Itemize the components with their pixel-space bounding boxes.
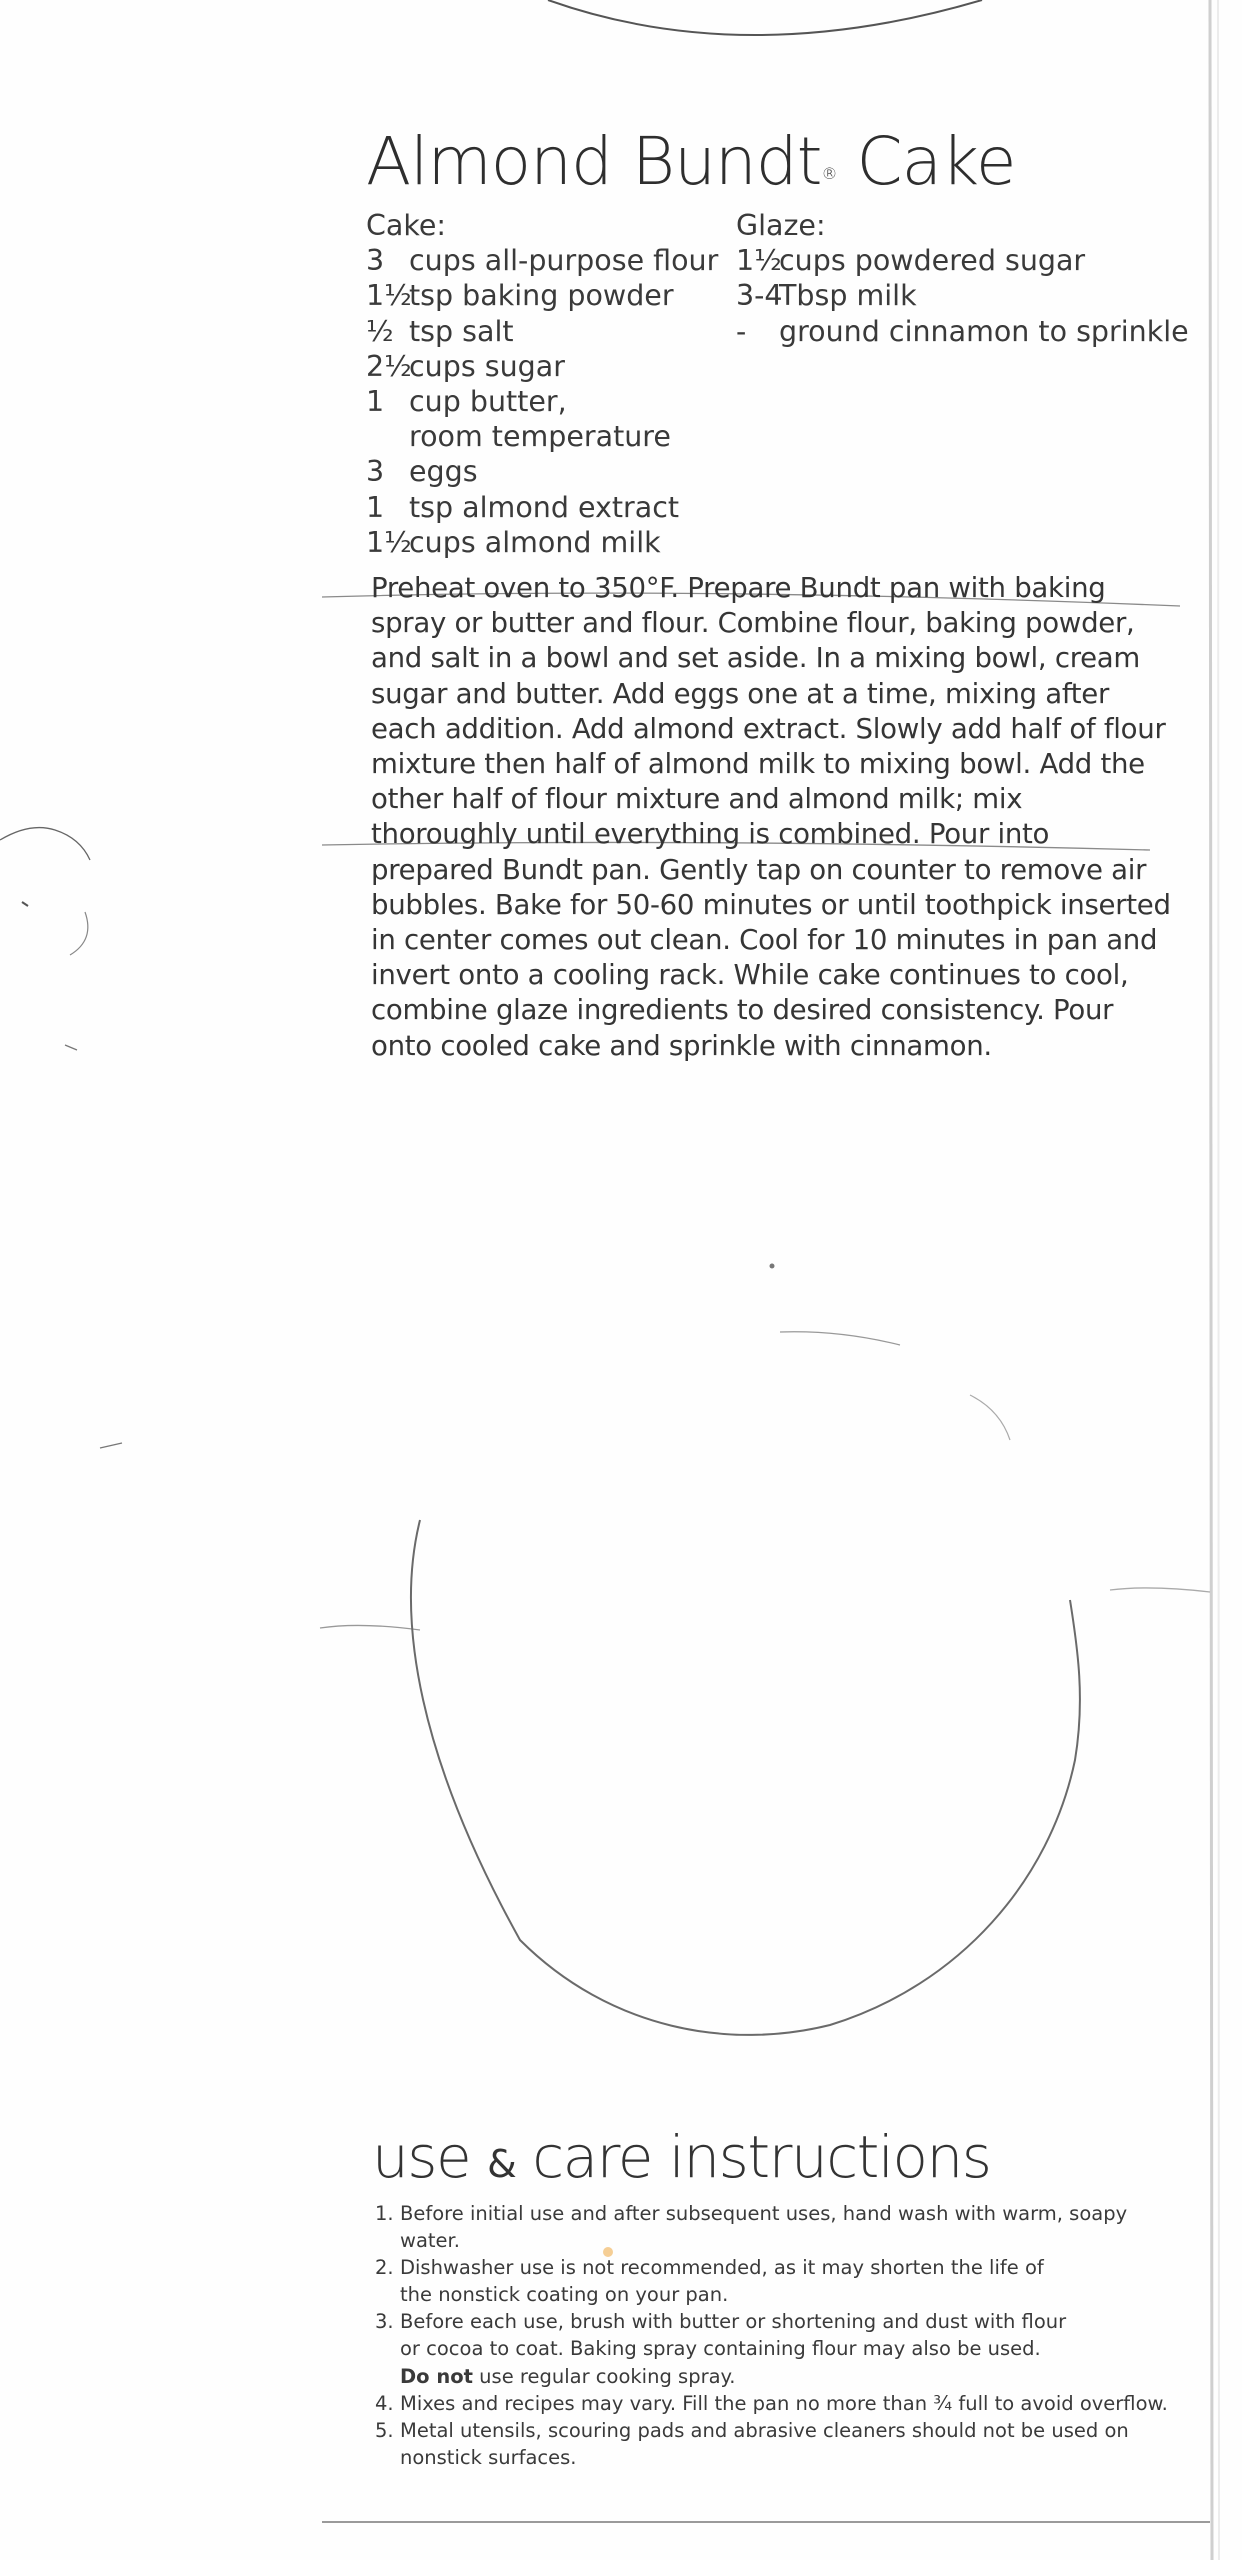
ingredient-name: eggs — [409, 455, 478, 489]
ingredient-name: room temperature — [409, 420, 671, 454]
ingredient-item — [736, 314, 1216, 349]
care-instructions-list — [375, 2200, 1175, 2471]
care-item — [375, 2390, 1175, 2417]
ingredient-quantity: 3 — [366, 455, 385, 489]
ingredient-quantity: 1½ — [366, 525, 412, 559]
ingredient-name: cups all-purpose flour — [409, 244, 719, 278]
care-item — [375, 2417, 1175, 2471]
glaze-heading: Glaze: — [736, 209, 826, 242]
ingredient-quantity: 3-4 — [736, 279, 783, 313]
care-item — [375, 2308, 1175, 2389]
hanger-hole-outline — [548, 0, 982, 35]
ingredient-name: cups almond milk — [409, 525, 661, 559]
care-item-text: Dishwasher use is not recommended, as it may shorten the life of the nonstick coating on your pan. — [400, 2256, 1044, 2307]
ingredient-item — [736, 278, 1216, 313]
glaze-ingredient-list — [736, 243, 1216, 349]
ingredient-quantity: 3 — [366, 244, 385, 278]
ingredient-quantity: ½ — [366, 314, 394, 348]
care-item-number: 3. — [375, 2310, 394, 2334]
ingredient-item — [366, 490, 736, 525]
ingredient-item — [736, 243, 1216, 278]
ingredient-name: cups powdered sugar — [779, 244, 1086, 278]
circle-cutout-outline — [411, 1520, 1080, 2035]
ingredient-item — [366, 525, 736, 560]
cake-ingredients — [366, 208, 736, 560]
care-item-text: Metal utensils, scouring pads and abrasive cleaners should not be used on nonstick surfaces. — [400, 2418, 1129, 2469]
care-title: use & care instructions — [372, 2123, 991, 2191]
care-item-text: Mixes and recipes may vary. Fill the pan no more than ¾ full to avoid overflow. — [400, 2391, 1168, 2415]
care-item — [375, 2254, 1175, 2308]
ingredient-quantity: 1 — [366, 385, 385, 419]
ingredient-name: tsp salt — [409, 314, 514, 348]
ingredient-name: cups sugar — [409, 349, 565, 383]
ingredient-quantity: 1½ — [736, 244, 782, 278]
recipe-instructions: Preheat oven to 350°F. Prepare Bundt pan with baking spray or butter and flour. Combine flour, baking powder, and salt in a bowl and set aside. In a mixing bowl, cream sugar and butter. Add eggs one at a time, mixing after each addition. Add almond extract. Slowly add half of flour mixture then half of almond milk to mixing bowl. Add the other half of flour mixture and almond milk; mix thoroughly until everything is combined. Pour into prepared Bundt pan. Gently tap on counter to remove air bubbles. Bake for 50-60 minutes or until toothpick inserted in center comes out clean. Cool for 10 minutes in pan and invert onto a cooling rack. While cake continues to cool, combine glaze ingredients to desired consistency. Pour onto cooled cake and sprinkle with cinnamon. — [371, 571, 1171, 1062]
ingredient-item — [366, 314, 736, 349]
ingredient-item — [366, 349, 736, 384]
recipe-title: Almond Bundt® Cake — [366, 123, 1016, 200]
right-edge-line — [1210, 0, 1212, 2560]
ingredient-item — [366, 243, 736, 278]
cake-ingredient-list — [366, 243, 736, 560]
care-item-number: 2. — [375, 2256, 394, 2280]
ingredient-name: Tbsp milk — [779, 279, 917, 313]
ingredient-name: ground cinnamon to sprinkle — [779, 314, 1189, 348]
ingredient-name: tsp baking powder — [409, 279, 674, 313]
ingredient-item — [366, 278, 736, 313]
ingredient-quantity: 1½ — [366, 279, 412, 313]
ingredient-quantity: - — [736, 314, 747, 348]
care-item-number: 5. — [375, 2418, 394, 2442]
cake-heading: Cake: — [366, 209, 446, 242]
care-item-emphasis: Do not — [400, 2364, 473, 2388]
care-item-text: Before each use, brush with butter or shortening and dust with flour or cocoa to coat. Baking spray containing flour may also be used. Do not use regular cooking spray. — [400, 2310, 1067, 2388]
care-item-number: 1. — [375, 2202, 394, 2225]
care-item-number: 4. — [375, 2391, 394, 2415]
care-item — [375, 2200, 1175, 2254]
ingredient-quantity: 2½ — [366, 349, 412, 383]
ingredient-quantity — [366, 419, 409, 454]
ingredient-name: cup butter, — [409, 385, 567, 419]
ingredient-item — [366, 419, 736, 454]
registered-mark: ® — [821, 164, 837, 183]
care-item-text: Before initial use and after subsequent uses, hand wash with warm, soapy water. — [400, 2202, 1128, 2253]
ingredient-quantity: 1 — [366, 490, 385, 524]
ingredient-item — [366, 384, 736, 419]
ingredient-name: tsp almond extract — [409, 490, 680, 524]
ingredient-item — [366, 454, 736, 489]
glaze-ingredients — [736, 208, 1216, 349]
